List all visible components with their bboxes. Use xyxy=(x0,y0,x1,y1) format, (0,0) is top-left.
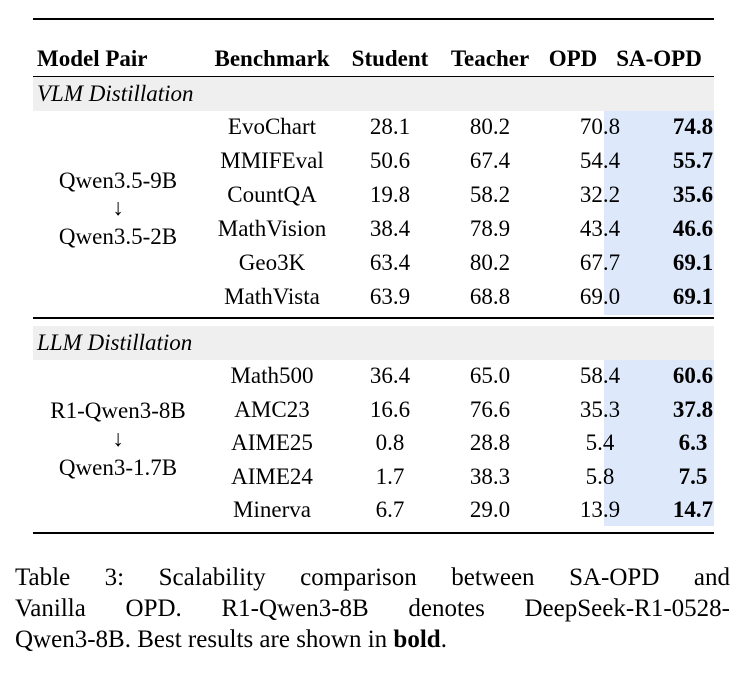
sa-opd-score: 14.7 xyxy=(672,497,714,523)
student-score: 38.4 xyxy=(369,216,411,241)
header-opd: OPD xyxy=(548,46,598,71)
table-row xyxy=(33,180,714,214)
section-title-vlm: VLM Distillation xyxy=(37,81,194,106)
student-score: 19.8 xyxy=(369,182,411,207)
student-score: 0.8 xyxy=(375,430,405,456)
teacher-score: 28.8 xyxy=(469,430,511,456)
student-score: 1.7 xyxy=(375,463,405,489)
teacher-model: R1-Qwen3-8B xyxy=(50,398,186,423)
table-row xyxy=(33,146,714,180)
section-rule xyxy=(33,317,714,319)
caption-bold-word: bold xyxy=(393,626,441,653)
teacher-score: 58.2 xyxy=(469,182,511,207)
sa-opd-score: 35.6 xyxy=(672,182,714,207)
benchmark-cell: Minerva xyxy=(233,497,311,523)
sa-opd-score: 60.6 xyxy=(672,363,714,388)
opd-score: 32.2 xyxy=(579,182,621,207)
teacher-score: 38.3 xyxy=(469,463,511,489)
teacher-score: 68.8 xyxy=(469,284,511,309)
table-row xyxy=(33,361,714,395)
sa-opd-score: 46.6 xyxy=(672,216,714,241)
arrow-down-icon: ↓ xyxy=(112,195,124,220)
sa-opd-score: 6.3 xyxy=(678,430,708,456)
table-row xyxy=(33,428,714,462)
opd-score: 35.3 xyxy=(579,396,621,422)
sa-opd-score: 74.8 xyxy=(672,114,714,139)
caption-line-2: Vanilla OPD. R1-Qwen3-8B denotes DeepSeek-R1-0528- xyxy=(15,595,730,622)
teacher-score: 29.0 xyxy=(469,497,511,523)
bottom-rule xyxy=(33,532,714,534)
table-row xyxy=(33,248,714,282)
benchmark-cell: CountQA xyxy=(227,182,317,207)
benchmark-cell: AMC23 xyxy=(234,396,310,422)
section-title-llm: LLM Distillation xyxy=(37,330,193,355)
benchmark-cell: MMIFEval xyxy=(220,148,324,173)
table-row xyxy=(33,395,714,429)
benchmark-cell: AIME24 xyxy=(231,463,313,489)
student-score: 6.7 xyxy=(375,497,405,523)
teacher-score: 76.6 xyxy=(469,396,511,422)
top-rule xyxy=(33,18,714,20)
sa-opd-score: 37.8 xyxy=(672,396,714,422)
sa-opd-score: 7.5 xyxy=(678,463,708,489)
header-sa-opd: SA-OPD xyxy=(616,46,702,71)
caption-line-3 xyxy=(15,624,730,655)
sa-opd-score: 55.7 xyxy=(672,148,714,173)
table-row xyxy=(33,282,714,316)
section-band-llm xyxy=(33,326,714,360)
sa-opd-score: 69.1 xyxy=(672,250,714,275)
table-row xyxy=(33,462,714,496)
teacher-score: 65.0 xyxy=(469,363,511,388)
header-teacher: Teacher xyxy=(450,46,530,71)
teacher-model: Qwen3.5-9B xyxy=(58,168,178,193)
opd-score: 43.4 xyxy=(579,216,621,241)
benchmark-cell: Math500 xyxy=(230,363,314,388)
opd-score: 69.0 xyxy=(579,284,621,309)
opd-score: 5.4 xyxy=(585,430,615,456)
opd-score: 13.9 xyxy=(579,497,621,523)
header-student: Student xyxy=(351,46,429,71)
student-model: Qwen3.5-2B xyxy=(58,224,178,249)
teacher-score: 78.9 xyxy=(469,216,511,241)
caption-text: Qwen3-8B. Best results are shown in xyxy=(15,626,394,653)
caption-line-1: Table 3: Scalability comparison between SA-OPD and xyxy=(15,564,730,591)
benchmark-cell: EvoChart xyxy=(227,114,317,139)
header-benchmark: Benchmark xyxy=(214,46,330,71)
table-caption xyxy=(15,562,730,655)
opd-score: 67.7 xyxy=(579,250,621,275)
benchmark-cell: Geo3K xyxy=(238,250,306,275)
opd-score: 54.4 xyxy=(579,148,621,173)
student-score: 28.1 xyxy=(369,114,411,139)
sa-opd-score: 69.1 xyxy=(672,284,714,309)
student-model: Qwen3-1.7B xyxy=(58,455,178,480)
teacher-score: 80.2 xyxy=(469,250,511,275)
table-row xyxy=(33,112,714,146)
benchmark-cell: MathVista xyxy=(224,284,320,309)
student-score: 63.4 xyxy=(369,250,411,275)
section-band-vlm xyxy=(33,77,714,111)
opd-score: 70.8 xyxy=(579,114,621,139)
student-score: 36.4 xyxy=(369,363,411,388)
table-row xyxy=(33,495,714,529)
student-score: 63.9 xyxy=(369,284,411,309)
student-score: 16.6 xyxy=(369,396,411,422)
table-row xyxy=(33,214,714,248)
caption-period: . xyxy=(440,626,447,653)
header-model-pair: Model Pair xyxy=(37,46,148,71)
arrow-down-icon: ↓ xyxy=(112,426,124,451)
opd-score: 5.8 xyxy=(585,463,615,489)
benchmark-cell: AIME25 xyxy=(231,430,313,456)
student-score: 50.6 xyxy=(369,148,411,173)
teacher-score: 80.2 xyxy=(469,114,511,139)
teacher-score: 67.4 xyxy=(469,148,511,173)
benchmark-cell: MathVision xyxy=(217,216,327,241)
opd-score: 58.4 xyxy=(579,363,621,388)
